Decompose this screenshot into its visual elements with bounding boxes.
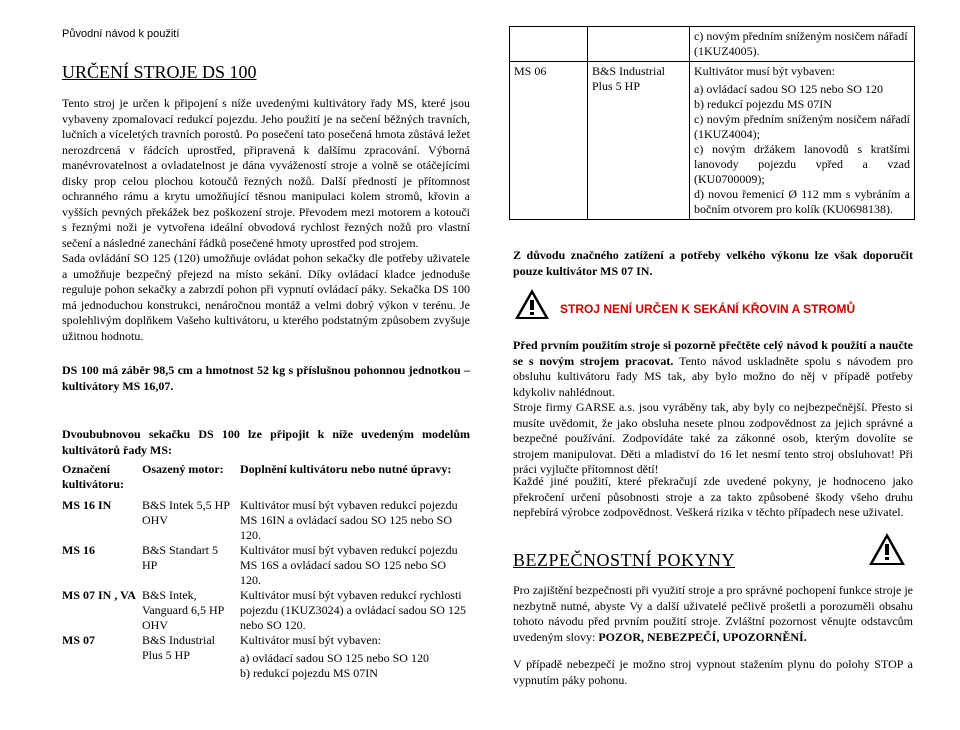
engine-cell: B&S Industrial Plus 5 HP [588, 62, 690, 220]
continued-table [509, 26, 915, 220]
model-cell: MS 07 [62, 633, 95, 647]
table-row [60, 498, 468, 543]
safety-keywords: POZOR, NEBEZPEČÍ, UPOZORNĚNÍ. [598, 629, 807, 644]
note-head: Kultivátor musí být vybaven: [694, 64, 835, 78]
safety-paragraph [513, 583, 913, 645]
page-title: URČENÍ STROJE DS 100 [62, 62, 257, 82]
compat-paragraph [62, 426, 470, 458]
model-cell: MS 07 IN , VA [62, 588, 136, 602]
note-cell: c) novým předním sníženým nosičem nářadí (1KUZ4005). [690, 27, 915, 62]
read-first-bold: Před prvním použitím stroje si pozorně přečtěte celý návod k použití a naučte se s novým strojem pracovat. [513, 338, 913, 368]
warning-icon [868, 532, 906, 566]
table-header-cell: Označení kultivátoru: [62, 462, 125, 491]
garse-paragraph: Stroje firmy GARSE a.s. jsou vyráběny tak, aby byly co nejbezpečnější. Přesto si musíte uvědomit, že jako obsluha nesete plnou zodpovědnost za jejich správné a bezpečné používání. Zodpovídáte také za zákonné osob, kterým dovolíte se strojem manipulovat. Děti a mladiství do 16 let nesmí tento stroj obsluhovat! Při práci vyjlučte přítomnost dětí! [513, 400, 913, 476]
engine-cell: B&S Standart 5 HP [142, 543, 219, 572]
list-item: c) novým držákem lanovodů s kratšími lanovody pojezdu vpřed a vzad (KU0700009); [694, 142, 910, 186]
load-note: Z důvodu značného zatížení a potřeby velkého výkonu lze však doporučit pouze kultivátor MS 07 IN. [513, 248, 913, 278]
table-header-cell: Osazený motor: [142, 462, 224, 476]
empty-cell [510, 27, 588, 62]
engine-cell: B&S Industrial Plus 5 HP [142, 633, 216, 662]
note-head: Kultivátor musí být vybaven: [240, 633, 381, 647]
table-row [60, 633, 468, 681]
list-item: b) redukcí pojezdu MS 07IN [694, 97, 832, 111]
list-item: c) novým předním sníženým nosičem nářadí (1KUZ4004); [694, 112, 910, 141]
note-cell: Kultivátor musí být vybaven redukcí pojezdu MS 16S a ovládací sadou SO 125 nebo SO 120. [240, 543, 458, 587]
table-row [60, 588, 468, 633]
empty-cell [588, 27, 690, 62]
compat-text: Dvoububnovou sekačku DS 100 lze připojit k níže uvedeným modelům kultivátorů řady MS: [62, 427, 470, 457]
spec-paragraph [62, 362, 470, 394]
model-cell: MS 06 [510, 62, 588, 220]
warning-text: STROJ NENÍ URČEN K SEKÁNÍ KŘOVIN A STROMŮ [560, 302, 856, 316]
note-cell [690, 62, 915, 220]
note-cell [238, 633, 468, 681]
intro-paragraph: Tento stroj je určen k připojení s níže uvedenými kultivátory řady MS, které jsou vybaveny zpomalovací redukcí pojezdu. Jeho použití je na sečení běžných travních, lučních a víceletých travních porostů. Po posečení tato posečená hmota zůstává ležet nerozdrcená v řádcích uprostřed, připravená k dalšímu zpracování. Výborná manévrovatelnost a ovladatelnost je dána vyvážeností stroje a volně se otáčejícími disky prop celou plochou kotoučů řezných nožů. Další předností je přítomnost ochranného rámu a krytu umožňující těsnou manipulaci kolem stromů, křovin a vyšších pevných překážek bez poškození stroje. Převodem mezi motorem a kotouči s řeznými noži je vytvořena ideální obvodová rychlost řezných nožů pro vlastní sečení a následné zanechání řádků posečené hmoty uprostřed pod strojem. [62, 96, 470, 250]
table-row [510, 62, 915, 220]
intro-paragraph: Sada ovládání SO 125 (120) umožňuje ovládat pohon sekačky dle potřeby uživatele a umožňuje bezpečný přejezd na místo sekání. Díky ovládací kladce jednoduše reguluje pohon sekačky a zabrzdí pohon při vypnutí ovládací páky. Sekačka DS 100 má jednoduchou konstrukci, nenáročnou montáž a velmi dobrý výkon v terénu. Je spolehlivým doplňkem Vašeho kultivátoru, u kterého podstatným způsobem zvyšuje užitnou hodnotu. [62, 251, 470, 343]
section-title: BEZPEČNOSTNÍ POKYNY [513, 550, 736, 570]
safety-text: Pro zajištění bezpečnosti při využití stroje a pro správné pochopení funkce stroje je nezbytně nutné, abyste Vy a další uživatelé pečlivě prošetli a porozuměli obsahu tohoto návodu před prvním použití stroje. Zvláštní pozornost věnujte odstavcům uvedeným slovy: [513, 583, 913, 644]
list-item: d) novou řemenicí Ø 112 mm s vybráním a bočním otvorem pro kolík (KU0698138). [694, 187, 910, 216]
note-cell: Kultivátor musí být vybaven redukcí rychlosti pojezdu (1KUZ3024) a ovládací sadou SO 125 nebo SO 120. [240, 588, 466, 632]
engine-cell: B&S Intek, Vanguard 6,5 HP OHV [142, 588, 224, 632]
table-row [60, 543, 468, 588]
stop-paragraph: V případě nebezpečí je možno stroj vypnout stažením plynu do polohy STOP a vypnutím páky pohonu. [513, 657, 913, 687]
model-cell: MS 16 [62, 543, 95, 557]
document-header: Původní návod k použití [62, 28, 180, 40]
warning-icon [514, 288, 550, 320]
table-header-cell: Doplnění kultivátoru nebo nutné úpravy: [240, 462, 452, 476]
model-cell: MS 16 IN [62, 498, 112, 512]
list-item: a) ovládací sadou SO 125 nebo SO 120 [240, 651, 429, 665]
table-header-row [60, 462, 468, 498]
list-item: b) redukcí pojezdu MS 07IN [240, 666, 378, 680]
read-first-rest: Tento návod uskladněte spolu s návodem pro obsluhu kultivátoru řady MS tak, aby bylo možno do něj v případě potřeby kdykoliv nahlédnout. [513, 353, 913, 399]
intro-text [62, 96, 470, 344]
liability-paragraph: Každé jiné použití, které překračují zde uvedené pokyny, je hodnoceno jako překročení určení působnosti stroje a za takto způsobené škody všeho druhu nepřebírá výrobce zodpovědnost. Veškerá rizika v těchto případech nese uživatel. [513, 474, 913, 519]
table-row [510, 27, 915, 62]
read-first-paragraph [513, 338, 913, 400]
list-item: a) ovládací sadou SO 125 nebo SO 120 [694, 82, 883, 96]
engine-cell: B&S Intek 5,5 HP OHV [142, 498, 230, 527]
spec-text: DS 100 má záběr 98,5 cm a hmotnost 52 kg s příslušnou pohonnou jednotkou – kultivátory MS 16,07. [62, 363, 470, 393]
note-cell: Kultivátor musí být vybaven redukcí pojezdu MS 16IN a ovládací sadou SO 125 nebo SO 120. [240, 498, 458, 542]
models-table [60, 462, 468, 681]
